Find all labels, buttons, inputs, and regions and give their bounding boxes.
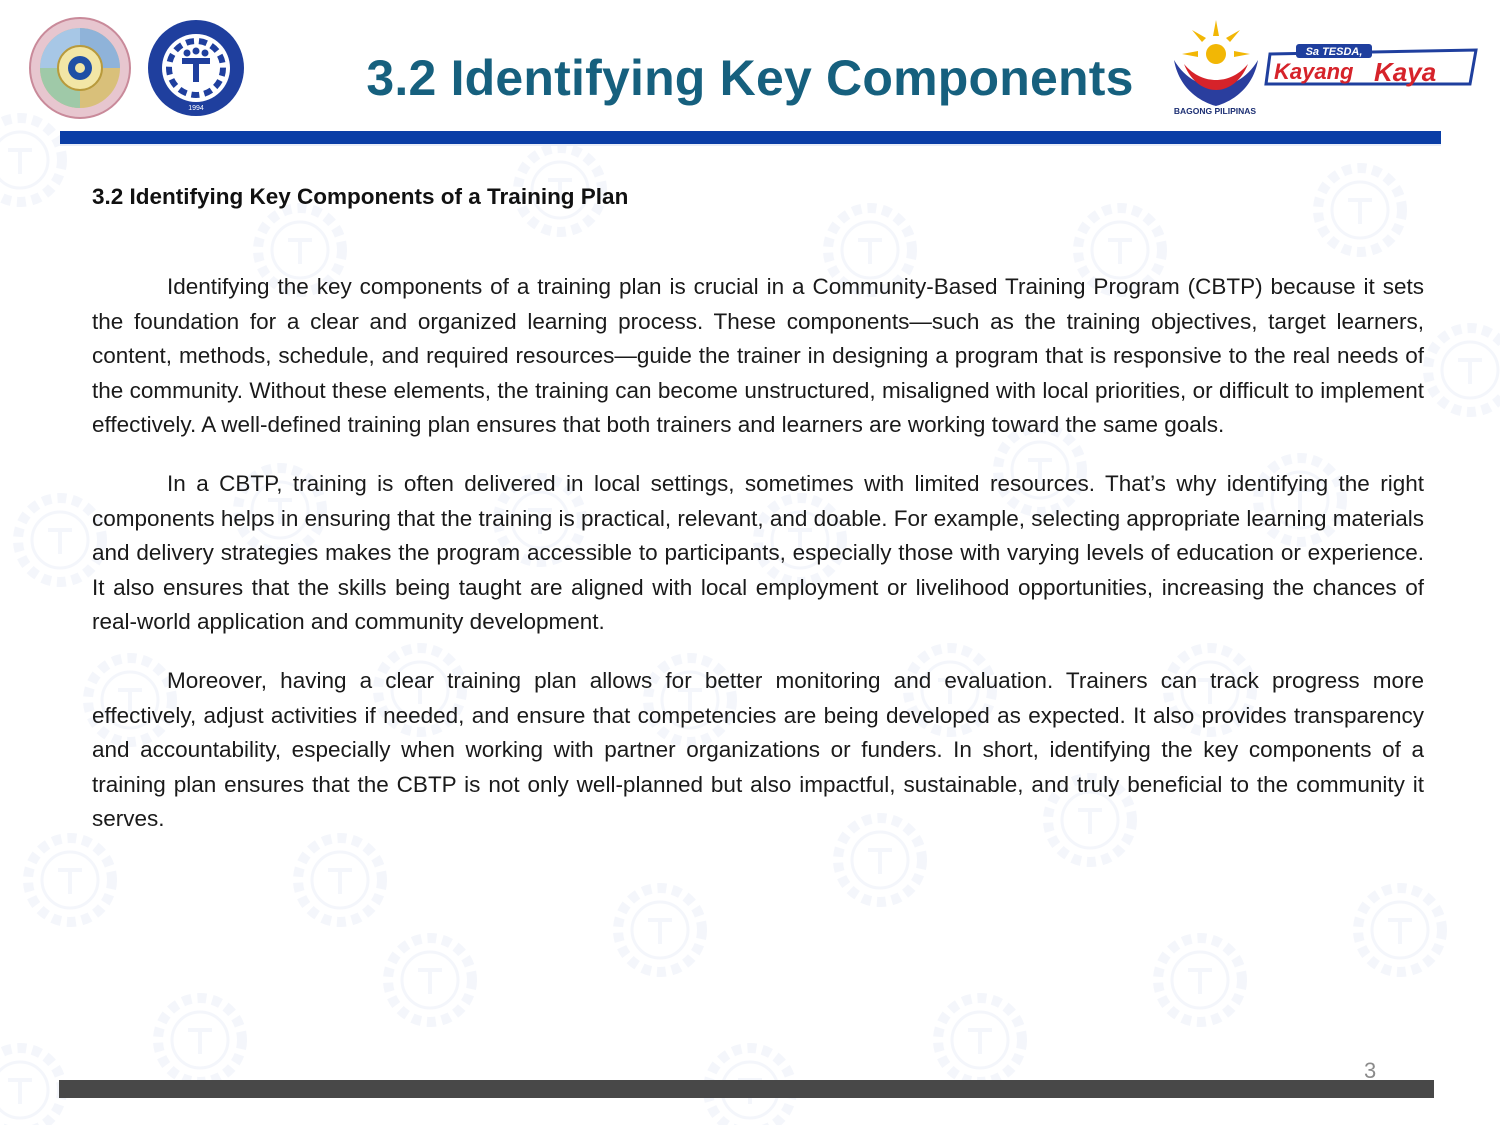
paragraph-1: Identifying the key components of a training plan is crucial in a Community-Based Training Program (CBTP) because it sets the foundation for a clear and organized learning process. These components—such as the training objectives, target learners, content, methods, schedule, and required resources—guide the trainer in designing a program that is responsive to the real needs of the community. Without these elements, the training can become unstructured, misaligned with local priorities, or difficult to implement effectively. A well-defined training plan ensures that both trainers and learners are working toward the same goals. (92, 274, 1424, 438)
paragraph-3: Moreover, having a clear training plan allows for better monitoring and evaluation. Trainers can track progress more effectively, adjust activities if needed, and ensure that competencies are being developed as expected. It also provides transparency and accountability, especially when working with partner organizations or funders. In short, identifying the key components of a training plan ensures that the CBTP is not only well-planned but also impactful, sustainable, and truly beneficial to the community it serves. (92, 667, 1424, 832)
bagong-pilipinas-text: BAGONG PILIPINAS (1173, 106, 1257, 116)
kayang-kaya-small-text: Sa TESDA, (1305, 46, 1363, 58)
header-divider-shadow (60, 144, 1441, 146)
kaya-text: Kaya (1374, 57, 1437, 87)
sa-tesda-kayang-kaya-logo (1262, 40, 1482, 90)
pq-framework-wheel-logo (28, 16, 132, 120)
header-divider (60, 131, 1441, 144)
footer-bar (59, 1080, 1434, 1098)
seal-year: 1994 (188, 105, 204, 112)
paragraph-2: In a CBTP, training is often delivered in local settings, sometimes with limited resources. That’s why identifying the right components helps in ensuring that the training is practical, relevant, and doable. For example, selecting appropriate learning materials and delivery strategies makes the program accessible to participants, especially those with varying levels of education or experience. It also ensures that the skills being taught are aligned with local employment or livelihood opportunities, increasing the chances of real-world application and community development. (92, 470, 1425, 635)
bagong-pilipinas-logo (1160, 14, 1270, 118)
page-number: 3 (1364, 1058, 1377, 1083)
slide-title: 3.2 Identifying Key Components (366, 50, 1134, 106)
body-text (92, 270, 1424, 837)
kayang-text: Kayang (1274, 59, 1354, 84)
tesda-seal-logo (146, 18, 246, 118)
section-heading: 3.2 Identifying Key Components of a Training Plan (92, 184, 629, 209)
